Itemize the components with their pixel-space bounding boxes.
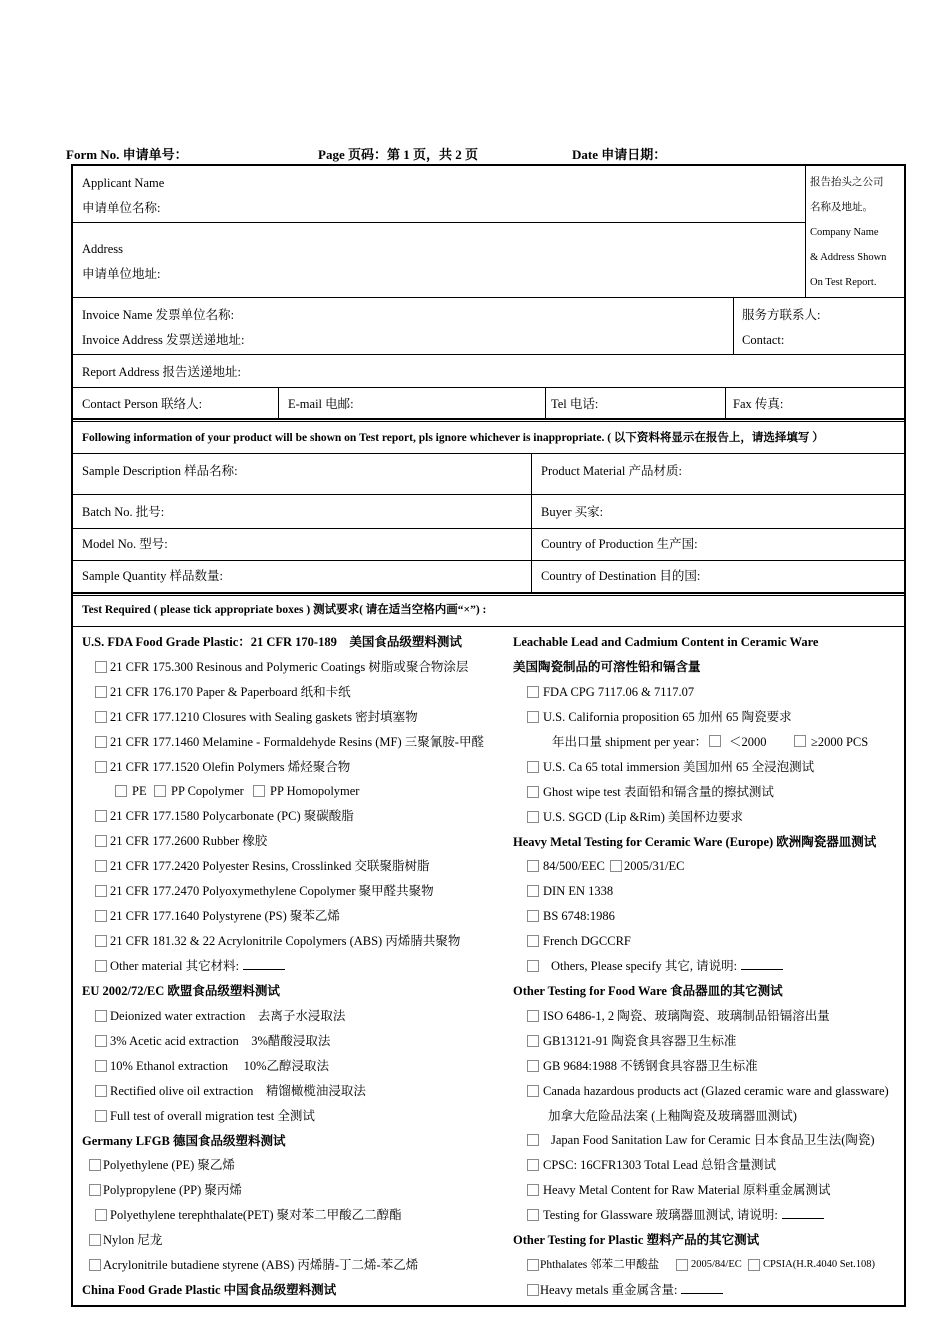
applicant-address-cn-label: 申请单位地址: [82, 267, 161, 281]
eu-olive-oil-checkbox[interactable] [95, 1085, 107, 1097]
olefin-option-label: PP Copolymer [171, 784, 244, 798]
china-section-title: China Food Grade Plastic 中国食品级塑料测试 [82, 1283, 337, 1297]
iso-6486-checkbox[interactable] [527, 1010, 539, 1022]
fda-177-2420-checkbox[interactable] [95, 860, 107, 872]
ec-2005-31-checkbox[interactable] [610, 860, 622, 872]
fda-item-label: 21 CFR 177.1210 Closures with Sealing gaskets 密封填塞物 [110, 710, 418, 724]
leach-item-label: FDA CPG 7117.06 & 7117.07 [543, 685, 695, 699]
heavy-item-label: BS 6748:1986 [543, 909, 615, 923]
eu-item-label: Rectified olive oil extraction 精馏橄榄油浸取法 [110, 1084, 366, 1098]
service-contact-label: Contact: [742, 333, 785, 347]
invoice-name-label: Invoice Name 发票单位名称: [82, 308, 235, 322]
heavy-others-checkbox[interactable] [527, 960, 539, 972]
canada-cn-label: 加拿大危险品法案 (上釉陶瓷及玻璃器皿测试) [548, 1109, 797, 1123]
fda-item-label: 21 CFR 177.1580 Polycarbonate (PC) 聚碳酸脂 [110, 809, 354, 823]
lfgb-pet-checkbox[interactable] [95, 1209, 107, 1221]
olefin-pe-checkbox[interactable] [115, 785, 127, 797]
olefin-option-label: PE [132, 784, 147, 798]
applicant-name-label: Applicant Name [82, 176, 165, 190]
lfgb-item-label: Polyethylene terephthalate(PET) 聚对苯二甲酸乙二醇酯 [110, 1208, 402, 1222]
lfgb-pp-checkbox[interactable] [89, 1184, 101, 1196]
report-heading-note: Company Name [810, 227, 879, 238]
eec-84-500-checkbox[interactable] [527, 860, 539, 872]
heavy-metals-field[interactable] [540, 1282, 723, 1298]
eu-deionized-water-checkbox[interactable] [95, 1010, 107, 1022]
heavy-metals-checkbox[interactable] [527, 1284, 539, 1296]
food-ware-item-label: GB13121-91 陶瓷食具容器卫生标准 [543, 1034, 737, 1048]
leach-item-label: U.S. Ca 65 total immersion 美国加州 65 全浸泡测试 [543, 760, 815, 774]
glassware-label: Testing for Glassware 玻璃器皿测试, 请说明: [543, 1208, 778, 1222]
fda-181-32-checkbox[interactable] [95, 935, 107, 947]
phthalates-label: Phthalates 邻苯二甲酸盐 [540, 1259, 660, 1271]
leachable-section-title: Leachable Lead and Cadmium Content in Ceramic Ware [513, 635, 819, 649]
sample-description-label: Sample Description 样品名称: [82, 464, 238, 478]
fda-177-2470-checkbox[interactable] [95, 885, 107, 897]
food-ware-section-title: Other Testing for Food Ware 食品器皿的其它测试 [513, 984, 783, 998]
heavy-metal-section-title: Heavy Metal Testing for Ceramic Ware (Europe) 欧洲陶瓷器皿测试 [513, 835, 877, 849]
fda-176-170-checkbox[interactable] [95, 686, 107, 698]
heavy-item-label: DIN EN 1338 [543, 884, 614, 898]
gb9684-checkbox[interactable] [527, 1060, 539, 1072]
product-material-label: Product Material 产品材质: [541, 464, 682, 478]
service-contact-cn-label: 服务方联系人: [742, 308, 821, 322]
din-en-1338-checkbox[interactable] [527, 885, 539, 897]
fda-item-label: 21 CFR 177.2600 Rubber 橡胶 [110, 834, 268, 848]
fda-item-label: 21 CFR 177.1520 Olefin Polymers 烯烃聚合物 [110, 760, 351, 774]
lfgb-item-label: Polypropylene (PP) 聚丙烯 [103, 1183, 242, 1197]
page-number-label: Page 页码：第 1 页，共 2 页 [318, 147, 478, 162]
fda-item-label: 21 CFR 177.1460 Melamine - Formaldehyde Resins (MF) 三聚氰胺-甲醛 [110, 735, 484, 749]
lfgb-item-label: Nylon 尼龙 [103, 1233, 163, 1247]
product-info-note: Following information of your product will be shown on Test report, pls ignore whichever is inappropriate. ( 以下资料将显示在报告上，请选择填写 ） [82, 432, 824, 444]
heavy-item-label: 2005/31/EC [624, 859, 685, 873]
fda-item-label: 21 CFR 176.170 Paper & Paperboard 纸和卡纸 [110, 685, 351, 699]
invoice-address-label: Invoice Address 发票送递地址: [82, 333, 245, 347]
lfgb-item-label: Polyethylene (PE) 聚乙烯 [103, 1158, 235, 1172]
buyer-label: Buyer 买家: [541, 505, 604, 519]
eu-acetic-acid-checkbox[interactable] [95, 1035, 107, 1047]
heavy-metals-label: Heavy metals 重金属含量: [540, 1283, 678, 1297]
fda-177-1640-checkbox[interactable] [95, 910, 107, 922]
contact-person-label: Contact Person 联络人: [82, 397, 203, 411]
bs-6748-checkbox[interactable] [527, 910, 539, 922]
food-ware-item-label: Heavy Metal Content for Raw Material 原料重金属测试 [543, 1183, 831, 1197]
japan-sanitation-checkbox[interactable] [527, 1134, 539, 1146]
fda-177-1210-checkbox[interactable] [95, 711, 107, 723]
canada-hazardous-checkbox[interactable] [527, 1085, 539, 1097]
heavy-others-field[interactable] [551, 958, 783, 974]
other-material-checkbox[interactable] [95, 960, 107, 972]
fda-item-label: 21 CFR 177.2420 Polyester Resins, Crosslinked 交联聚脂树脂 [110, 859, 430, 873]
date-label: Date 申请日期： [572, 147, 667, 162]
eu-item-label: 10% Ethanol extraction 10%乙醇浸取法 [110, 1059, 330, 1073]
heavy-item-label: French DGCCRF [543, 934, 631, 948]
food-ware-item-label: Canada hazardous products act (Glazed ceramic ware and glassware) [543, 1084, 889, 1098]
fda-177-1460-checkbox[interactable] [95, 736, 107, 748]
glassware-checkbox[interactable] [527, 1209, 539, 1221]
form-number-label: Form No. 申请单号： [66, 147, 188, 162]
shipment-under-2000-checkbox[interactable] [709, 735, 721, 747]
leach-item-label: Ghost wipe test 表面铅和镉含量的擦拭测试 [543, 785, 774, 799]
fda-item-label: 21 CFR 181.32 & 22 Acrylonitrile Copolymers (ABS) 丙烯腈共聚物 [110, 934, 461, 948]
heavy-item-label: 84/500/EEC [543, 859, 605, 873]
olefin-pp-homopolymer-checkbox[interactable] [253, 785, 265, 797]
phthalates-checkbox[interactable] [527, 1259, 539, 1271]
fda-item-label: 21 CFR 177.2470 Polyoxymethylene Copolymer 聚甲醛共聚物 [110, 884, 434, 898]
food-ware-item-label: GB 9684:1988 不锈钢食具容器卫生标准 [543, 1059, 758, 1073]
olefin-option-label: PP Homopolymer [270, 784, 360, 798]
fda-item-label: 21 CFR 177.1640 Polystyrene (PS) 聚苯乙烯 [110, 909, 340, 923]
leach-item-label: U.S. California proposition 65 加州 65 陶瓷要求 [543, 710, 792, 724]
sgcd-checkbox[interactable] [527, 811, 539, 823]
shipment-option-label: ＜2000 [729, 735, 767, 749]
fda-item-label: 21 CFR 175.300 Resinous and Polymeric Coatings 树脂或聚合物涂层 [110, 660, 469, 674]
gb13121-checkbox[interactable] [527, 1035, 539, 1047]
lfgb-section-title: Germany LFGB 德国食品级塑料测试 [82, 1134, 286, 1148]
report-heading-note: On Test Report. [810, 277, 877, 288]
eu-item-label: 3% Acetic acid extraction 3%醋酸浸取法 [110, 1034, 331, 1048]
phthalates-option-label: CPSIA(H.R.4040 Set.108) [763, 1259, 876, 1270]
ca65-immersion-checkbox[interactable] [527, 761, 539, 773]
fda-cpg-checkbox[interactable] [527, 686, 539, 698]
phthalates-2005-84-checkbox[interactable] [676, 1259, 688, 1271]
report-heading-note: 名称及地址。 [810, 202, 873, 213]
fda-177-2600-checkbox[interactable] [95, 835, 107, 847]
olefin-pp-copolymer-checkbox[interactable] [154, 785, 166, 797]
eu-full-test-checkbox[interactable] [95, 1110, 107, 1122]
raw-material-checkbox[interactable] [527, 1184, 539, 1196]
lfgb-nylon-checkbox[interactable] [89, 1234, 101, 1246]
eu-item-label: Full test of overall migration test 全测试 [110, 1109, 315, 1123]
food-ware-item-label: CPSC: 16CFR1303 Total Lead 总铅含量测试 [543, 1158, 776, 1172]
applicant-name-cn-label: 申请单位名称: [82, 201, 161, 215]
heavy-others-label: Others, Please specify 其它, 请说明: [551, 959, 738, 973]
ghost-wipe-checkbox[interactable] [527, 786, 539, 798]
glassware-field[interactable] [543, 1207, 824, 1223]
plastic-section-title: Other Testing for Plastic 塑料产品的其它测试 [513, 1233, 760, 1247]
leach-item-label: U.S. SGCD (Lip &Rim) 美国杯边要求 [543, 810, 744, 824]
report-heading-note: & Address Shown [810, 252, 887, 263]
phthalates-option-label: 2005/84/EC [691, 1259, 742, 1270]
test-required-heading: Test Required ( please tick appropriate boxes ) 测试要求( 请在适当空格内画“×”) : [82, 604, 487, 616]
shipment-over-2000-checkbox[interactable] [794, 735, 806, 747]
batch-number-label: Batch No. 批号: [82, 505, 165, 519]
email-label: E-mail 电邮: [288, 397, 354, 411]
california-65-checkbox[interactable] [527, 711, 539, 723]
phthalates-cpsia-checkbox[interactable] [748, 1259, 760, 1271]
other-material-field[interactable] [110, 958, 285, 974]
country-destination-label: Country of Destination 目的国: [541, 569, 701, 583]
report-address-label: Report Address 报告送递地址: [82, 365, 242, 379]
annual-export-label: 年出口量 shipment per year： [552, 735, 708, 749]
fda-177-1520-checkbox[interactable] [95, 761, 107, 773]
lfgb-pe-checkbox[interactable] [89, 1159, 101, 1171]
applicant-address-label: Address [82, 242, 123, 256]
cpsc-total-lead-checkbox[interactable] [527, 1159, 539, 1171]
model-number-label: Model No. 型号: [82, 537, 168, 551]
eu-section-title: EU 2002/72/EC 欧盟食品级塑料测试 [82, 984, 280, 998]
food-ware-item-label: Japan Food Sanitation Law for Ceramic 日本食品卫生法(陶瓷) [551, 1133, 875, 1147]
food-ware-item-label: ISO 6486-1, 2 陶瓷、玻璃陶瓷、玻璃制品铅镉溶出量 [543, 1009, 830, 1023]
fda-175-300-checkbox[interactable] [95, 661, 107, 673]
other-material-label: Other material 其它材料: [110, 959, 240, 973]
french-dgccrf-checkbox[interactable] [527, 935, 539, 947]
shipment-option-label: ≥2000 PCS [811, 735, 869, 749]
fda-177-1580-checkbox[interactable] [95, 810, 107, 822]
fda-section-title: U.S. FDA Food Grade Plastic：21 CFR 170-189 美国食品级塑料测试 [82, 635, 462, 649]
lfgb-item-label: Acrylonitrile butadiene styrene (ABS) 丙烯腈-丁二烯-苯乙烯 [103, 1258, 419, 1272]
eu-item-label: Deionized water extraction 去离子水浸取法 [110, 1009, 346, 1023]
sample-quantity-label: Sample Quantity 样品数量: [82, 569, 223, 583]
lfgb-abs-checkbox[interactable] [89, 1259, 101, 1271]
country-production-label: Country of Production 生产国: [541, 537, 698, 551]
leachable-section-subtitle: 美国陶瓷制品的可溶性铅和镉含量 [513, 660, 701, 674]
tel-label: Tel 电话: [551, 397, 599, 411]
report-heading-note: 报告抬头之公司 [810, 177, 884, 188]
fax-label: Fax 传真: [733, 397, 784, 411]
eu-ethanol-checkbox[interactable] [95, 1060, 107, 1072]
